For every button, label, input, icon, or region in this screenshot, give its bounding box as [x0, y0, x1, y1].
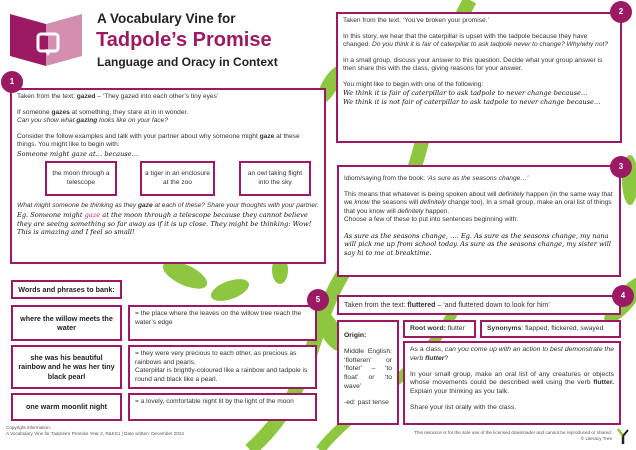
origin-box [337, 320, 399, 425]
text: As a class, [410, 346, 445, 353]
phrase-box: where the willow meets the water [11, 305, 122, 341]
text: This resource is for the sole use of the licensed downloader and cannot be reproduced or shared. [414, 430, 612, 435]
text: definitely [498, 190, 525, 198]
text: Explain your thinking as you talk. [410, 388, 509, 396]
text: the seasons will [369, 199, 420, 207]
text: know [354, 199, 370, 207]
begin: You might like to begin with one of the following: [343, 80, 484, 88]
text: happen. [423, 207, 450, 215]
text: Caterpillar is brightly-coloured like a rainbow and tadpole is round and black like a pearl. [135, 367, 308, 383]
class-question [410, 346, 614, 364]
phrase-box: one warm moonlit night [11, 393, 122, 421]
text: A Vocabulary Vine for Tadpole’s Promise Year 2, R&KS1 | Date written: December 2024 [6, 430, 184, 436]
text: gazed [76, 93, 96, 100]
definition [17, 109, 319, 118]
text: Do you think it is fair of caterpillar to ask tadpole never to change? Why/why not? [371, 41, 609, 49]
section-1-gazed [10, 88, 326, 264]
sentence-starter: We think it is fair of caterpillar to ask tadpole to never change because… [343, 89, 588, 98]
text: definitely [397, 207, 424, 215]
source-line: Taken from the text: ‘You’ve broken your promise.’ [343, 17, 489, 24]
consider [17, 133, 319, 150]
section-4-source [337, 295, 621, 315]
text: gaze [84, 210, 101, 219]
section-2-promise [336, 12, 622, 143]
book-speech-logo [8, 10, 84, 66]
share-task: Share your list orally with the class. [410, 404, 517, 412]
section-3-idiom [337, 165, 621, 277]
text: flutter [425, 354, 445, 362]
section-badge-3: 3 [610, 156, 632, 178]
copyright [6, 425, 184, 437]
text: Can you show what [17, 117, 77, 125]
usage-notice [414, 430, 612, 442]
text: looks like on your face? [97, 117, 169, 125]
text: In your small group, make an oral list of any creatures or objects whose movements could be described well using the verb [410, 370, 614, 387]
text: Taken from the text: [17, 93, 77, 100]
text: Synonyms [487, 325, 522, 332]
page-title: Tadpole’s Promise [96, 29, 272, 51]
text: What might someone be thinking as they [17, 202, 138, 210]
root-word-box [403, 320, 476, 338]
text: Idiom/saying from the book: [344, 175, 427, 182]
phrase-box: she was his beautiful rainbow and he was her tiny black pearl [11, 345, 122, 389]
text: Eg. Someone might [17, 210, 85, 219]
section-badge-1: 1 [1, 71, 23, 93]
text: at the moon through a telescope because they cannot believe they are seeing something so far away as if it is up close. They might be thinking: Wow! This is amazing and I feel so small! [17, 210, 312, 237]
page-subtitle: Language and Oracy in Context [97, 55, 278, 69]
meaning-box [128, 345, 317, 389]
activity-box [403, 341, 621, 425]
think-question [17, 202, 319, 211]
idiom [344, 175, 614, 184]
example-box: a tiger in an enclosure at the zoo [140, 161, 215, 196]
origin-suffix: -ed: past tense [344, 398, 389, 406]
text: gaze [259, 132, 275, 140]
text: definitely [419, 199, 446, 207]
text: ? [444, 354, 449, 362]
text: © Literacy Tree [580, 435, 612, 441]
meaning [344, 191, 614, 217]
text: ‘As sure as the seasons change…’ [426, 175, 529, 182]
header-line1: A Vocabulary Vine for [97, 11, 236, 26]
text: Taken from the text: [344, 302, 408, 309]
sentence-starter: We think it is not fair of caterpillar to ask tadpole to never change because… [343, 97, 601, 106]
text: = they were very precious to each other, as precious as rainbows and pearls. [135, 350, 297, 366]
story [343, 33, 615, 50]
text: fluttered [407, 302, 436, 309]
group-task [410, 371, 614, 397]
discuss: In a small group, discuss your answer to this question. Decide what your group answer is then share this with the class, giving reasons for your answer. [343, 56, 603, 73]
origin-text: Middle English: ‘flotteren’ or ‘floter’ – ‘to float’ or ‘to wave’ [344, 347, 392, 391]
example-box: the moon through a telescope [45, 161, 117, 196]
origin-label: Origin: [344, 332, 367, 339]
section-badge-4: 4 [612, 285, 634, 307]
section-badge-5: 5 [307, 289, 329, 311]
text: Copyright information: [6, 425, 51, 430]
text: – ‘They gazed into each other’s tiny eyes’ [95, 93, 219, 100]
choose: Choose a few of these to put into sentences beginning with: [344, 216, 519, 224]
source-line [17, 93, 319, 102]
synonyms-box [480, 320, 621, 338]
text: change too). In a small group, make an oral list of things that you know will [344, 199, 612, 215]
text: In this story, we hear that the caterpillar is upset with the tadpole because they have changed. [343, 32, 588, 49]
text: at each of these? Share your thoughts with your partner. [152, 202, 319, 210]
text: at these things. You might like to begin with: [17, 132, 300, 149]
question [17, 117, 319, 126]
text: This means that whatever is being spoken about will [344, 190, 499, 198]
example-answer [17, 211, 319, 237]
literacy-tree-logo-icon [617, 428, 629, 444]
text: Consider the follow examples and talk with your partner about why someone might [17, 132, 260, 140]
word-bank-heading: Words and phrases to bank: [11, 280, 122, 299]
text: happen (in the same way that we [344, 190, 613, 207]
example-answer: As sure as the seasons change, …. Eg. As sure as the seasons change, my nana will pick me up from school today. As sure as the seasons change, my sister will say hi to me at breaktime. [344, 231, 611, 257]
text: gaze [137, 202, 153, 210]
text: If someone [17, 108, 52, 116]
text: at something, they stare at in in wonder. [69, 108, 189, 116]
meaning-box: = the place where the leaves on the willow tree reach the water’s edge [128, 305, 317, 341]
text: gazing [76, 117, 98, 125]
text: can you come up with an action to best demonstrate the verb [410, 346, 614, 362]
text: flutter. [593, 379, 614, 387]
text: : flapped, flickered, swayed [521, 325, 604, 332]
text: – ‘and fluttered down to look for him’ [435, 302, 550, 309]
meaning-box: = a lovely, comfortable night lit by the light of the moon [128, 393, 317, 421]
text: gazes [51, 108, 70, 116]
sentence-starter: Someone might gaze at… because… [17, 149, 139, 158]
text: flutter [445, 325, 465, 332]
section-badge-2: 2 [610, 1, 632, 23]
example-box: an owl taking flight into the sky [239, 161, 311, 196]
text: Root word: [410, 325, 446, 332]
